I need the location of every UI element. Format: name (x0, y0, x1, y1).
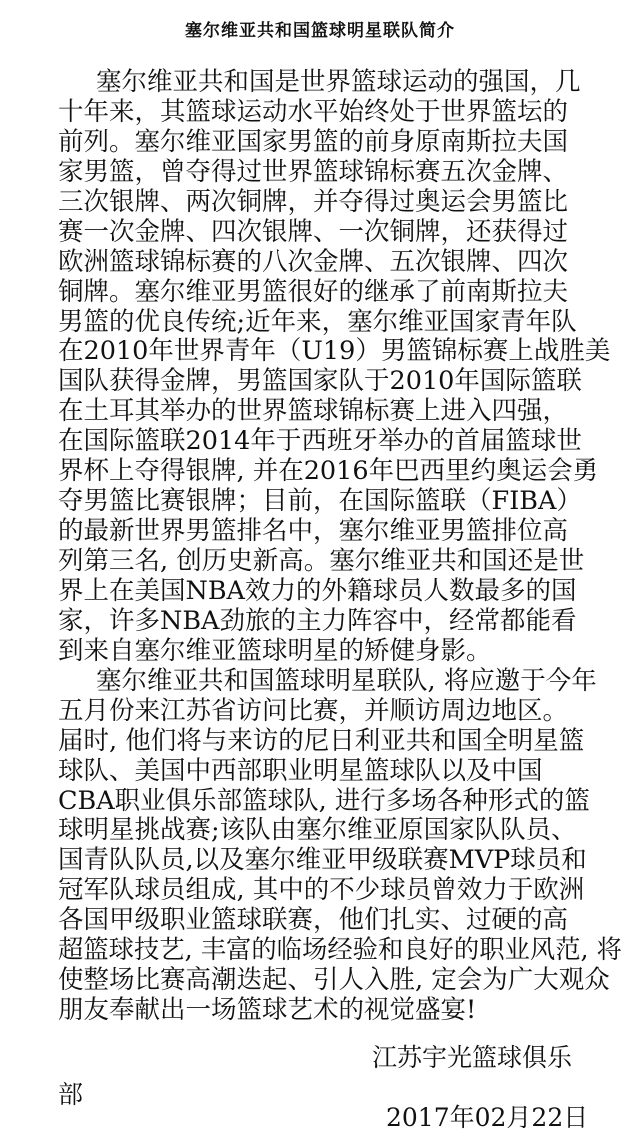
paragraph-line: CBA职业俱乐部篮球队, 进行多场各种形式的篮 (58, 785, 590, 816)
paragraph-line: 铜牌。塞尔维亚男篮很好的继承了前南斯拉夫 (58, 276, 569, 307)
paragraph-line: 超篮球技艺, 丰富的临场经验和良好的职业风范, 将 (58, 935, 622, 966)
paragraph-line: 使整场比赛高潮迭起、引人入胜, 定会为广大观众 (58, 965, 610, 996)
paragraph-line: 届时, 他们将与来访的尼日利亚共和国全明星篮 (58, 725, 585, 756)
paragraph-line: 塞尔维亚共和国篮球明星联队, 将应邀于今年 (96, 665, 597, 696)
paragraph-line: 朋友奉献出一场篮球艺术的视觉盛宴! (58, 995, 477, 1025)
paragraph-line: 界杯上夺得银牌, 并在2016年巴西里约奥运会勇 (58, 456, 599, 487)
paragraph-line: 家，许多NBA劲旅的主力阵容中，经常都能看 (58, 605, 577, 636)
paragraph-line: 欧洲篮球锦标赛的八次金牌、五次银牌、四次 (58, 246, 569, 277)
document-title: 塞尔维亚共和国篮球明星联队简介 (185, 21, 455, 41)
paragraph-line: 在2010年世界青年（U19）男篮锦标赛上战胜美 (58, 336, 611, 367)
paragraph-line: 的最新世界男篮排名中，塞尔维亚男篮排位高 (58, 516, 569, 546)
paragraph-line: 球队、美国中西部职业明星篮球队以及中国 (58, 755, 543, 786)
paragraph-line: 前列。塞尔维亚国家男篮的前身原南斯拉夫国 (58, 126, 569, 157)
paragraph-line: 到来自塞尔维亚篮球明星的矫健身影。 (58, 635, 492, 666)
paragraph-line: 在土耳其举办的世界篮球锦标赛上进入四强， (58, 396, 569, 427)
paragraph-line: 国队获得金牌，男篮国家队于2010年国际篮联 (58, 366, 582, 397)
paragraph-line: 十年来，其篮球运动水平始终处于世界篮坛的 (58, 96, 569, 127)
paragraph-line: 五月份来江苏省访问比赛，并顺访周边地区。 (58, 695, 569, 726)
paragraph-line: 夺男篮比赛银牌；目前，在国际篮联（FIBA） (58, 486, 582, 517)
paragraph-line: 赛一次金牌、四次银牌、一次铜牌，还获得过 (58, 216, 569, 247)
paragraph-line: 各国甲级职业篮球联赛，他们扎实、过硬的高 (58, 905, 569, 936)
paragraph-line: 球明星挑战赛;该队由塞尔维亚原国家队队员、 (58, 815, 577, 846)
paragraph-line: 男篮的优良传统;近年来，塞尔维亚国家青年队 (58, 306, 577, 337)
paragraph-line: 在国际篮联2014年于西班牙举办的首届篮球世 (58, 426, 582, 457)
paragraph-line: 家男篮，曾夺得过世界篮球锦标赛五次金牌、 (58, 156, 569, 187)
paragraph-line: 三次银牌、两次铜牌，并夺得过奥运会男篮比 (58, 186, 569, 217)
paragraph-line: 界上在美国NBA效力的外籍球员人数最多的国 (58, 575, 577, 606)
paragraph-line: 列第三名, 创历史新高。塞尔维亚共和国还是世 (58, 546, 585, 576)
signature-line-continued: 部 (58, 1080, 84, 1109)
paragraph-line: 塞尔维亚共和国是世界篮球运动的强国，几 (96, 67, 581, 97)
paragraph-line: 冠军队球员组成, 其中的不少球员曾效力于欧洲 (58, 875, 585, 906)
signature-line: 江苏宇光篮球俱乐 (372, 1043, 573, 1072)
paragraph-line: 国青队队员,以及塞尔维亚甲级联赛MVP球员和 (58, 845, 587, 876)
document-date: 2017年02月22日 (386, 1103, 589, 1132)
